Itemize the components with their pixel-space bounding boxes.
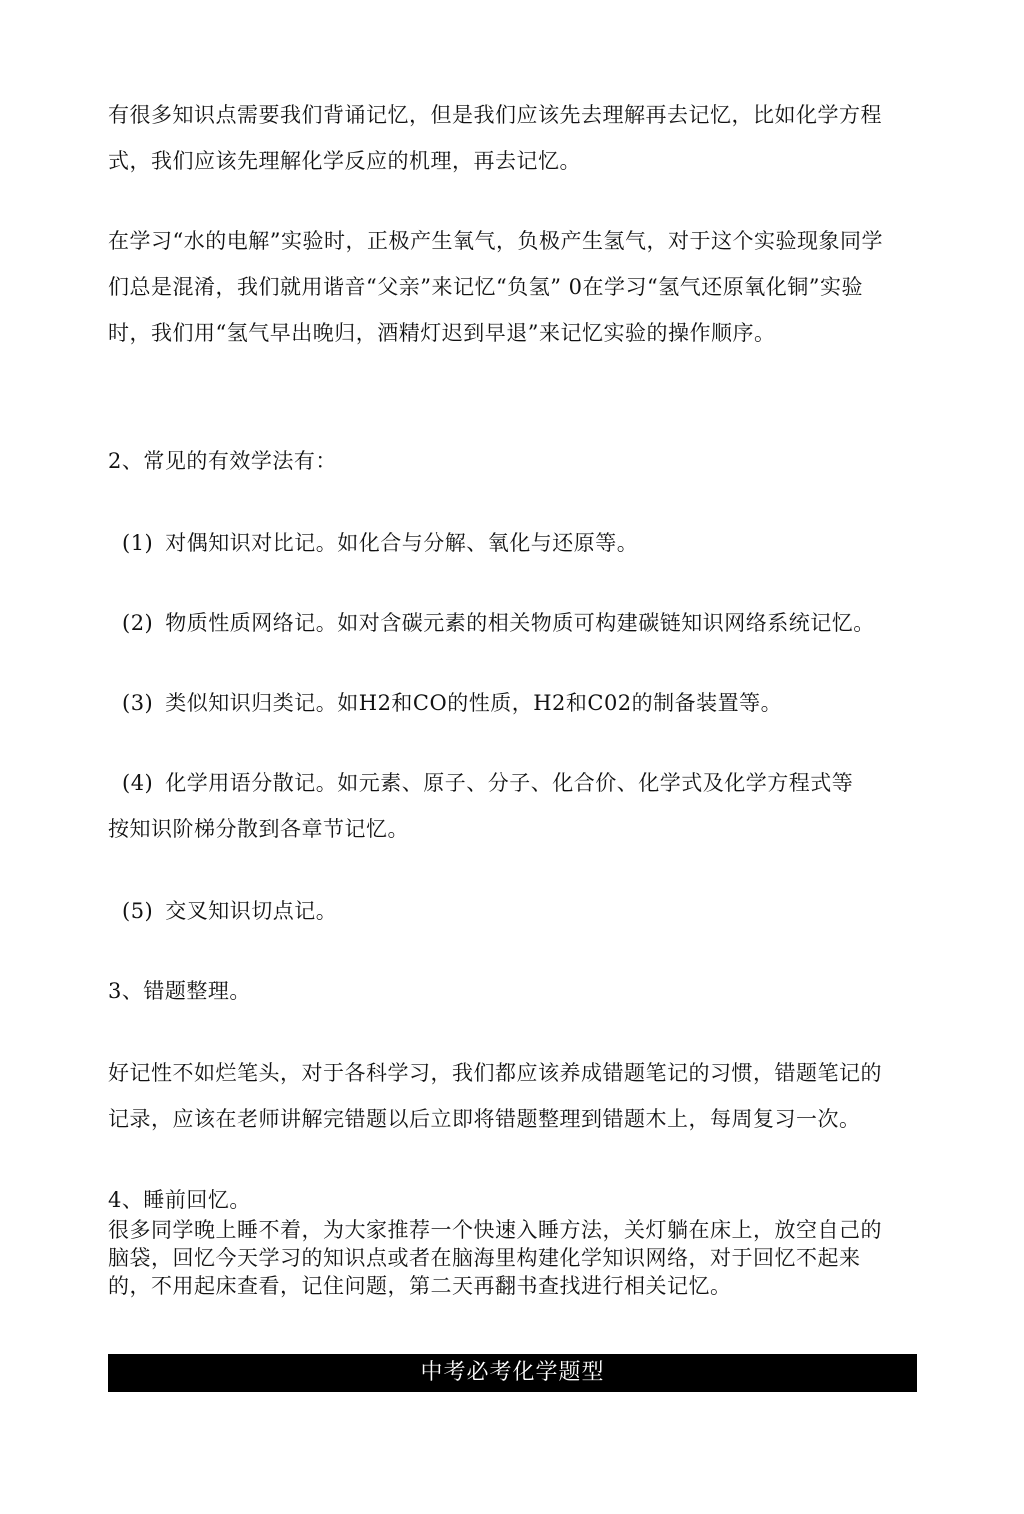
section-heading-methods: 2、常见的有效学法有： [108, 449, 337, 473]
method-item-label: (2) [122, 611, 154, 635]
method-item-text: 化学用语分散记。如元素、原子、分子、化合价、化学式及化学方程式等 [165, 771, 854, 795]
method-item-text: 物质性质网络记。如对含碳元素的相关物质可构建碳链知识网络系统记忆。 [165, 611, 875, 635]
section-heading-mistakes: 3、错题整理。 [108, 979, 251, 1003]
paragraph-mistake-notes: 好记性不如烂笔头，对于各科学习，我们都应该养成错题笔记的习惯，错题笔记的记录，应该在老师讲解完错题以后立即将错题整理到错题木上，每周复习一次。 [108, 1061, 882, 1131]
method-item-5 [108, 888, 908, 934]
method-item-label: (3) [122, 691, 154, 715]
method-item-text: 对偶知识对比记。如化合与分解、氧化与还原等。 [165, 531, 639, 555]
method-item-continuation: 按知识阶梯分散到各章节记忆。 [108, 817, 409, 841]
method-item-text: 交叉知识切点记。 [165, 899, 338, 923]
method-item-label: (4) [122, 771, 154, 795]
method-item-label: (1) [122, 531, 154, 555]
paragraph-electrolysis-example: 在学习“水的电解”实验时，正极产生氧气，负极产生氢气，对于这个实验现象同学们总是混淆，我们就用谐音“父亲”来记忆“负氢” 0在学习“氢气还原氧化铜”实验时，我们用“氢气早出晚归，酒精灯迟到早退”来记忆实验的操作顺序。 [108, 229, 883, 345]
method-item-label: (5) [122, 899, 154, 923]
paragraph-understanding-memory: 有很多知识点需要我们背诵记忆，但是我们应该先去理解再去记忆，比如化学方程式，我们应该先理解化学反应的机理，再去记忆。 [108, 103, 882, 173]
section-heading-review: 4、睡前回忆。 [108, 1188, 251, 1212]
method-item-2 [108, 600, 908, 646]
method-item-text: 类似知识归类记。如H2和CO的性质，H2和C02的制备装置等。 [165, 691, 783, 715]
method-item-3 [108, 680, 908, 726]
section-banner: 中考必考化学题型 [108, 1354, 917, 1392]
method-item-1 [108, 520, 908, 566]
paragraph-bedtime-review: 很多同学晚上睡不着，为大家推荐一个快速入睡方法，关灯躺在床上，放空自己的脑袋，回忆今天学习的知识点或者在脑海里构建化学知识网络，对于回忆不起来的，不用起床查看，记住问题，第二天再翻书查找进行相关记忆。 [108, 1218, 882, 1298]
method-item-4 [108, 760, 908, 852]
